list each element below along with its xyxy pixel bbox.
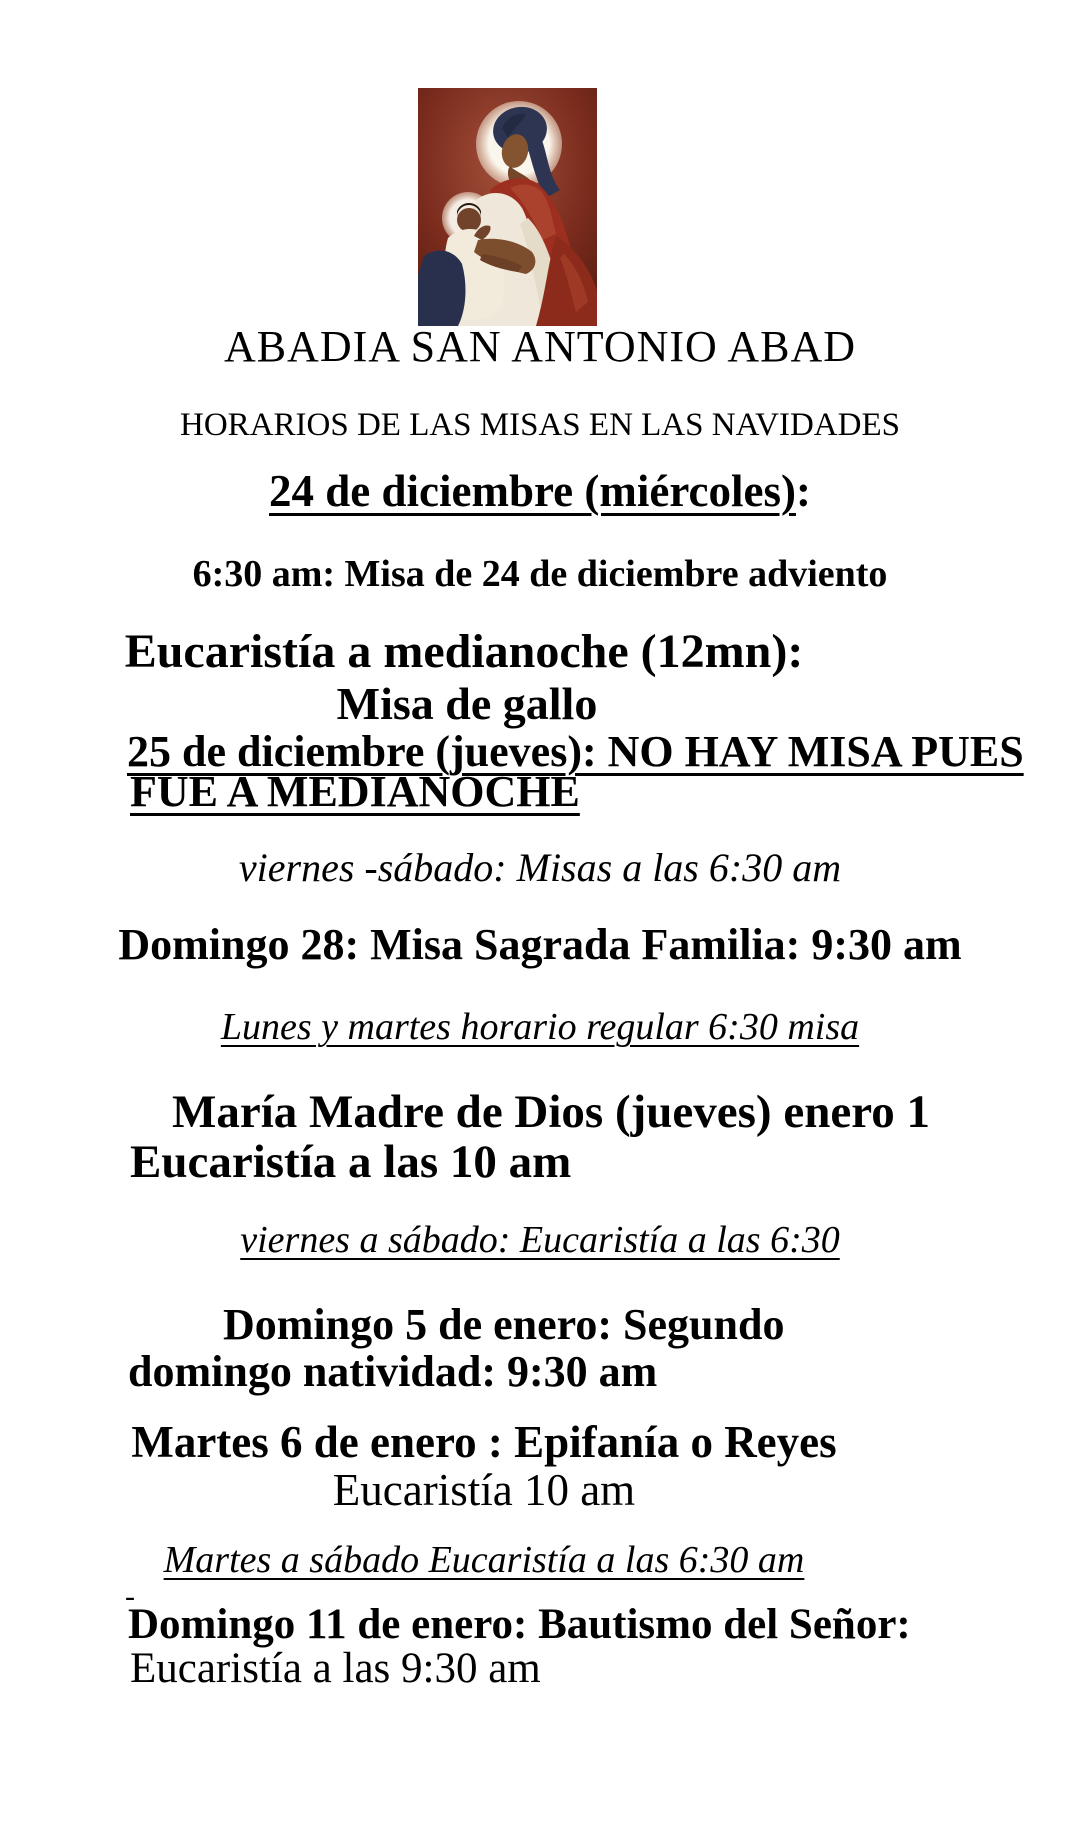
- line-dec24-mass: 6:30 am: Misa de 24 de diciembre adviento: [192, 553, 888, 595]
- stray-dash: -: [125, 1580, 135, 1613]
- heading-dec24: [0, 466, 1080, 516]
- note-mon-tue-regular: Lunes y martes horario regular 6:30 misa: [220, 1006, 860, 1048]
- schedule-subtitle: HORARIOS DE LAS MISAS EN LAS NAVIDADES: [180, 407, 900, 443]
- note-fri-sat-eucharist-630: viernes a sábado: Eucaristía a las 6:30: [240, 1219, 840, 1261]
- line-dec28-holy-family: Domingo 28: Misa Sagrada Familia: 9:30 am: [118, 920, 962, 969]
- line-jan5-second-sunday-2: domingo natividad: 9:30 am: [128, 1347, 658, 1396]
- heading-dec24-colon: :: [795, 466, 811, 516]
- note-fri-sat-630: viernes -sábado: Misas a las 6:30 am: [238, 845, 842, 890]
- line-misa-de-gallo: Misa de gallo: [336, 678, 598, 729]
- line-jan1-maria-madre: María Madre de Dios (jueves) enero 1: [172, 1086, 930, 1138]
- note-tue-sat-eucharist-630: Martes a sábado Eucaristía a las 6:30 am: [163, 1539, 805, 1581]
- line-jan11-baptism: Domingo 11 de enero: Bautismo del Señor:: [128, 1601, 911, 1648]
- line-jan5-second-sunday-1: Domingo 5 de enero: Segundo: [223, 1300, 785, 1349]
- line-dec25-no-mass-2: FUE A MEDIANOCHE: [130, 767, 580, 816]
- line-jan11-eucharist-930am: Eucaristía a las 9:30 am: [130, 1645, 541, 1692]
- line-midnight-eucharist: Eucaristía a medianoche (12mn):: [124, 625, 804, 678]
- madonna-and-child-artwork: [418, 88, 597, 326]
- madonna-and-child-image: [418, 88, 597, 326]
- line-jan6-eucharist-10am: Eucaristía 10 am: [332, 1465, 636, 1515]
- line-jan1-eucharist-10am: Eucaristía a las 10 am: [130, 1136, 572, 1188]
- heading-dec24-underlined: 24 de diciembre (miércoles): [269, 466, 796, 516]
- line-dec25-no-mass-1: 25 de diciembre (jueves): NO HAY MISA PUES: [127, 727, 1024, 776]
- line-jan6-epiphany: Martes 6 de enero : Epifanía o Reyes: [131, 1417, 837, 1467]
- abbey-title: ABADIA SAN ANTONIO ABAD: [223, 322, 857, 371]
